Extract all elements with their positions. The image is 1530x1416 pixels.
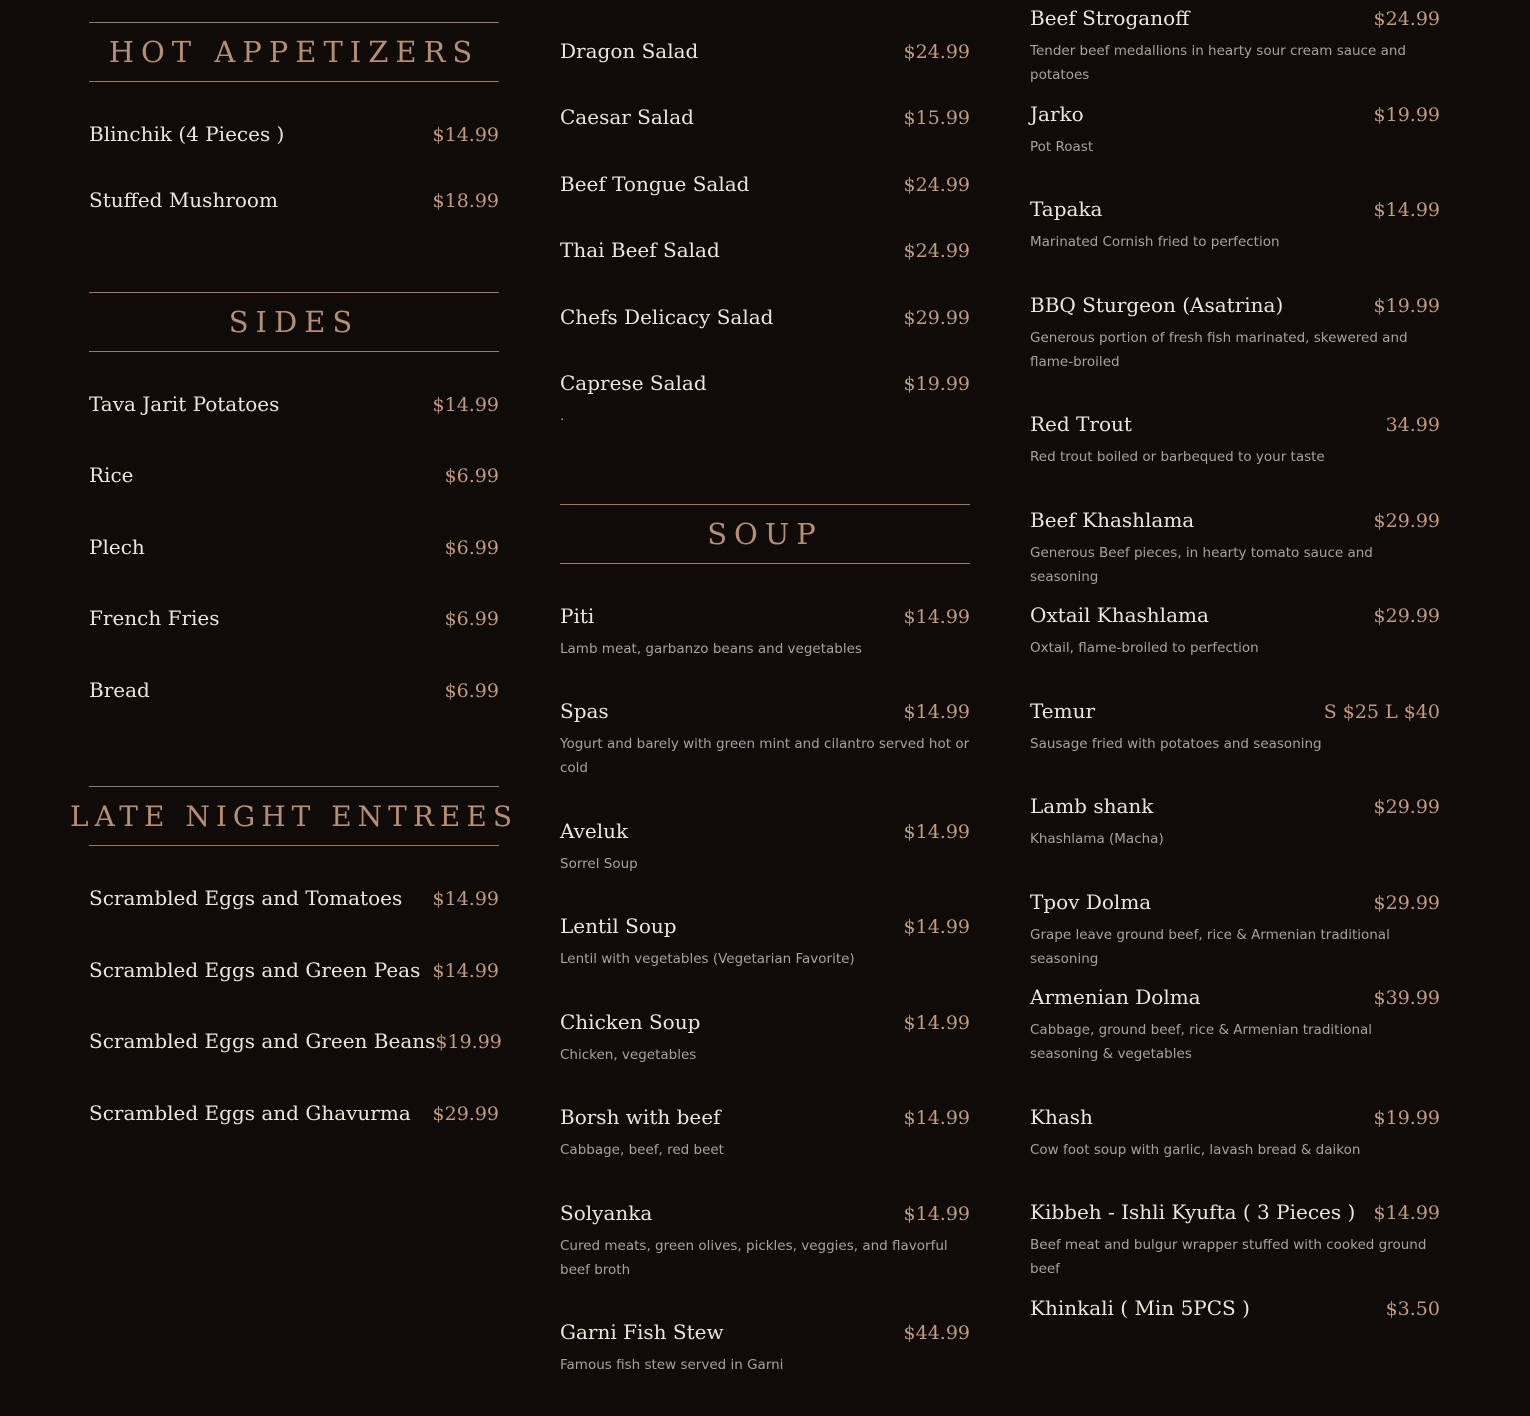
menu-item <box>560 914 970 971</box>
item-name: Red Trout <box>1030 412 1132 436</box>
item-price: $14.99 <box>432 888 499 910</box>
item-name: Stuffed Mushroom <box>89 188 278 212</box>
item-name: Dragon Salad <box>560 39 699 63</box>
item-price: $3.50 <box>1385 1298 1440 1320</box>
menu-item <box>89 188 499 212</box>
section-title-soup: SOUP <box>560 504 970 564</box>
item-description: Pot Roast <box>1030 139 1094 155</box>
item-price: $29.99 <box>1373 892 1440 914</box>
item-description: Grape leave ground beef, rice & Armenian traditional seasoning <box>1030 927 1390 967</box>
menu-item <box>1030 1105 1440 1162</box>
menu-item <box>1030 197 1440 254</box>
item-price: $14.99 <box>903 1203 970 1225</box>
menu-item <box>560 371 970 428</box>
menu-item <box>1030 1296 1440 1320</box>
menu-item <box>560 1201 970 1282</box>
item-description: Cow foot soup with garlic, lavash bread & daikon <box>1030 1142 1361 1158</box>
menu-item <box>1030 1200 1440 1281</box>
item-name: Rice <box>89 463 134 487</box>
item-price: S $25 L $40 <box>1323 701 1440 723</box>
menu-item <box>1030 603 1440 660</box>
item-price: $29.99 <box>1373 796 1440 818</box>
item-name: Tava Jarit Potatoes <box>89 392 280 416</box>
menu-item <box>560 238 970 262</box>
item-name: Piti <box>560 604 595 628</box>
menu-item <box>560 604 970 661</box>
item-price: $24.99 <box>1373 8 1440 30</box>
menu-item <box>89 1101 499 1125</box>
item-name: Lentil Soup <box>560 914 677 938</box>
item-name: Solyanka <box>560 1201 653 1225</box>
section-title-sides: SIDES <box>89 292 499 352</box>
section-title-late-night-entrees: LATE NIGHT ENTREES <box>89 786 499 846</box>
item-price: $14.99 <box>903 701 970 723</box>
menu-item <box>560 305 970 329</box>
item-name: Khash <box>1030 1105 1093 1129</box>
item-price: $19.99 <box>1373 295 1440 317</box>
item-name: Borsh with beef <box>560 1105 721 1129</box>
menu-item <box>560 39 970 63</box>
item-price: $14.99 <box>903 606 970 628</box>
item-price: $24.99 <box>903 240 970 262</box>
item-description: Oxtail, flame-broiled to perfection <box>1030 640 1259 656</box>
menu-item <box>1030 699 1440 756</box>
item-price: $15.99 <box>903 107 970 129</box>
item-name: Scrambled Eggs and Ghavurma <box>89 1101 411 1125</box>
item-price: $29.99 <box>903 307 970 329</box>
menu-item <box>89 463 499 487</box>
item-price: $44.99 <box>903 1322 970 1344</box>
item-price: $18.99 <box>432 190 499 212</box>
item-description: Khashlama (Macha) <box>1030 831 1164 847</box>
item-price: $29.99 <box>1373 510 1440 532</box>
menu-item <box>1030 890 1440 971</box>
menu-item <box>89 392 499 416</box>
menu-item <box>89 122 499 146</box>
item-price: $14.99 <box>432 124 499 146</box>
item-name: Tpov Dolma <box>1030 890 1152 914</box>
item-description: Generous portion of fresh fish marinated, skewered and flame-broiled <box>1030 330 1408 370</box>
menu-item <box>560 1320 970 1377</box>
menu-item <box>560 1010 970 1067</box>
item-description: Famous fish stew served in Garni <box>560 1357 784 1373</box>
item-name: Chicken Soup <box>560 1010 701 1034</box>
item-price: $29.99 <box>1373 605 1440 627</box>
item-description: Cured meats, green olives, pickles, veggies, and flavorful beef broth <box>560 1238 948 1278</box>
item-price: $14.99 <box>432 394 499 416</box>
item-name: Beef Stroganoff <box>1030 6 1190 30</box>
section-title-hot-appetizers: HOT APPETIZERS <box>89 22 499 82</box>
item-name: Caprese Salad <box>560 371 707 395</box>
item-description: Cabbage, ground beef, rice & Armenian traditional seasoning & vegetables <box>1030 1022 1373 1062</box>
item-price: $14.99 <box>1373 199 1440 221</box>
item-description: Cabbage, beef, red beet <box>560 1142 724 1158</box>
item-price: $19.99 <box>1373 1107 1440 1129</box>
item-price: $14.99 <box>903 1107 970 1129</box>
menu-item <box>89 606 499 630</box>
item-price: $24.99 <box>903 174 970 196</box>
item-name: Temur <box>1030 699 1096 723</box>
item-name: Plech <box>89 535 145 559</box>
item-price: $14.99 <box>903 1012 970 1034</box>
menu-item <box>1030 293 1440 374</box>
item-name: Bread <box>89 678 150 702</box>
item-description: Chicken, vegetables <box>560 1047 697 1063</box>
menu-item <box>1030 794 1440 851</box>
menu-item <box>560 172 970 196</box>
item-price: $24.99 <box>903 41 970 63</box>
menu-item <box>89 1029 502 1053</box>
item-price: $6.99 <box>444 680 499 702</box>
item-price: $39.99 <box>1373 987 1440 1009</box>
menu-item <box>89 958 499 982</box>
item-name: BBQ Sturgeon (Asatrina) <box>1030 293 1284 317</box>
item-name: Kibbeh - Ishli Kyufta ( 3 Pieces ) <box>1030 1200 1356 1224</box>
menu-item <box>560 699 970 780</box>
item-price: $6.99 <box>444 608 499 630</box>
item-name: Garni Fish Stew <box>560 1320 724 1344</box>
item-price: $19.99 <box>1373 104 1440 126</box>
menu-item <box>560 105 970 129</box>
menu-item <box>1030 508 1440 589</box>
item-name: Scrambled Eggs and Tomatoes <box>89 886 403 910</box>
item-name: Caesar Salad <box>560 105 694 129</box>
item-price: $6.99 <box>444 465 499 487</box>
menu-item <box>89 886 499 910</box>
item-description: Tender beef medallions in hearty sour cream sauce and potatoes <box>1030 43 1406 83</box>
item-name: Chefs Delicacy Salad <box>560 305 774 329</box>
item-name: Thai Beef Salad <box>560 238 720 262</box>
item-name: French Fries <box>89 606 220 630</box>
item-name: Aveluk <box>560 819 629 843</box>
item-name: Armenian Dolma <box>1030 985 1201 1009</box>
menu-item <box>1030 102 1440 159</box>
item-description: Lamb meat, garbanzo beans and vegetables <box>560 641 862 657</box>
item-name: Scrambled Eggs and Green Peas <box>89 958 421 982</box>
item-description: Red trout boiled or barbequed to your taste <box>1030 449 1325 465</box>
item-description: Yogurt and barely with green mint and cilantro served hot or cold <box>560 736 970 776</box>
item-name: Scrambled Eggs and Green Beans <box>89 1029 436 1053</box>
item-description: Marinated Cornish fried to perfection <box>1030 234 1280 250</box>
item-price: $19.99 <box>435 1031 502 1053</box>
item-description: Lentil with vegetables (Vegetarian Favorite) <box>560 951 855 967</box>
item-name: Khinkali ( Min 5PCS ) <box>1030 1296 1250 1320</box>
item-description: Sorrel Soup <box>560 856 638 872</box>
item-price: 34.99 <box>1385 414 1440 436</box>
item-name: Tapaka <box>1030 197 1103 221</box>
item-name: Oxtail Khashlama <box>1030 603 1209 627</box>
menu-item <box>560 1105 970 1162</box>
item-description: Sausage fried with potatoes and seasoning <box>1030 736 1322 752</box>
item-description: Beef meat and bulgur wrapper stuffed with cooked ground beef <box>1030 1237 1427 1277</box>
item-price: $19.99 <box>903 373 970 395</box>
item-name: Beef Tongue Salad <box>560 172 750 196</box>
item-price: $14.99 <box>903 916 970 938</box>
item-price: $6.99 <box>444 537 499 559</box>
item-name: Spas <box>560 699 609 723</box>
menu-item <box>1030 985 1440 1066</box>
menu-item <box>1030 412 1440 469</box>
menu-item <box>89 535 499 559</box>
item-price: $14.99 <box>432 960 499 982</box>
menu-item <box>1030 6 1440 87</box>
menu-item <box>89 678 499 702</box>
item-description: Generous Beef pieces, in hearty tomato sauce and seasoning <box>1030 545 1373 585</box>
item-name: Jarko <box>1030 102 1084 126</box>
item-price: $29.99 <box>432 1103 499 1125</box>
item-name: Blinchik (4 Pieces ) <box>89 122 285 146</box>
item-name: Lamb shank <box>1030 794 1154 818</box>
item-description: . <box>560 408 565 424</box>
item-name: Beef Khashlama <box>1030 508 1195 532</box>
item-price: $14.99 <box>903 821 970 843</box>
menu-item <box>560 819 970 876</box>
item-price: $14.99 <box>1373 1202 1440 1224</box>
